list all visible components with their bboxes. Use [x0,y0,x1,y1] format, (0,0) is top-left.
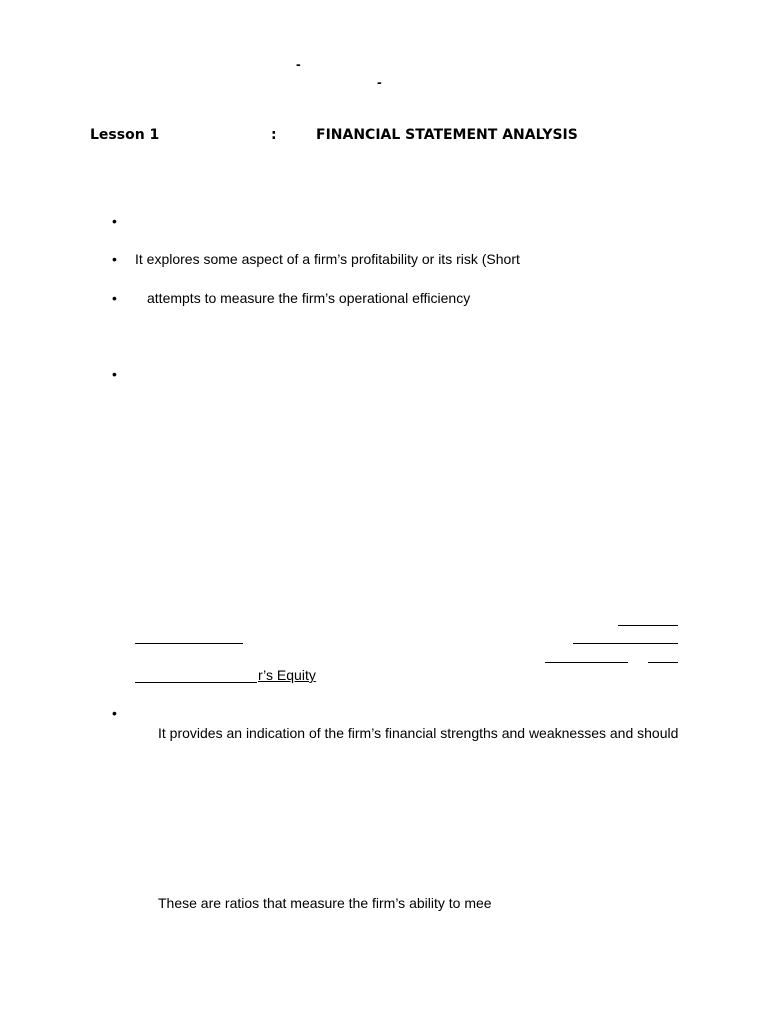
underline-rule [545,662,628,663]
top-mark: - [296,56,301,72]
bullet-continuation-text: It provides an indication of the firm’s financial strengths and weaknesses and should [158,725,679,741]
bullet-marker: • [112,213,117,229]
equity-label: r’s Equity [258,667,316,683]
lesson-separator: : [271,127,277,143]
underline-rule [618,625,678,626]
lesson-title: FINANCIAL STATEMENT ANALYSIS [316,127,578,143]
top-mark: - [377,74,382,90]
bullet-marker: • [112,290,117,306]
underline-rule [648,662,678,663]
underline-rule [573,643,678,644]
underline-rule [135,643,243,644]
bullet-marker: • [112,251,117,267]
underline-rule [135,682,257,683]
bullet-text: It explores some aspect of a firm’s profitability or its risk (Short [135,251,520,267]
lesson-label: Lesson 1 [90,127,160,143]
bullet-marker: • [112,366,117,382]
liquidity-paragraph: These are ratios that measure the firm’s ability to mee [158,895,492,911]
bullet-marker: • [112,705,117,721]
bullet-text: attempts to measure the firm’s operational efficiency [147,290,471,306]
